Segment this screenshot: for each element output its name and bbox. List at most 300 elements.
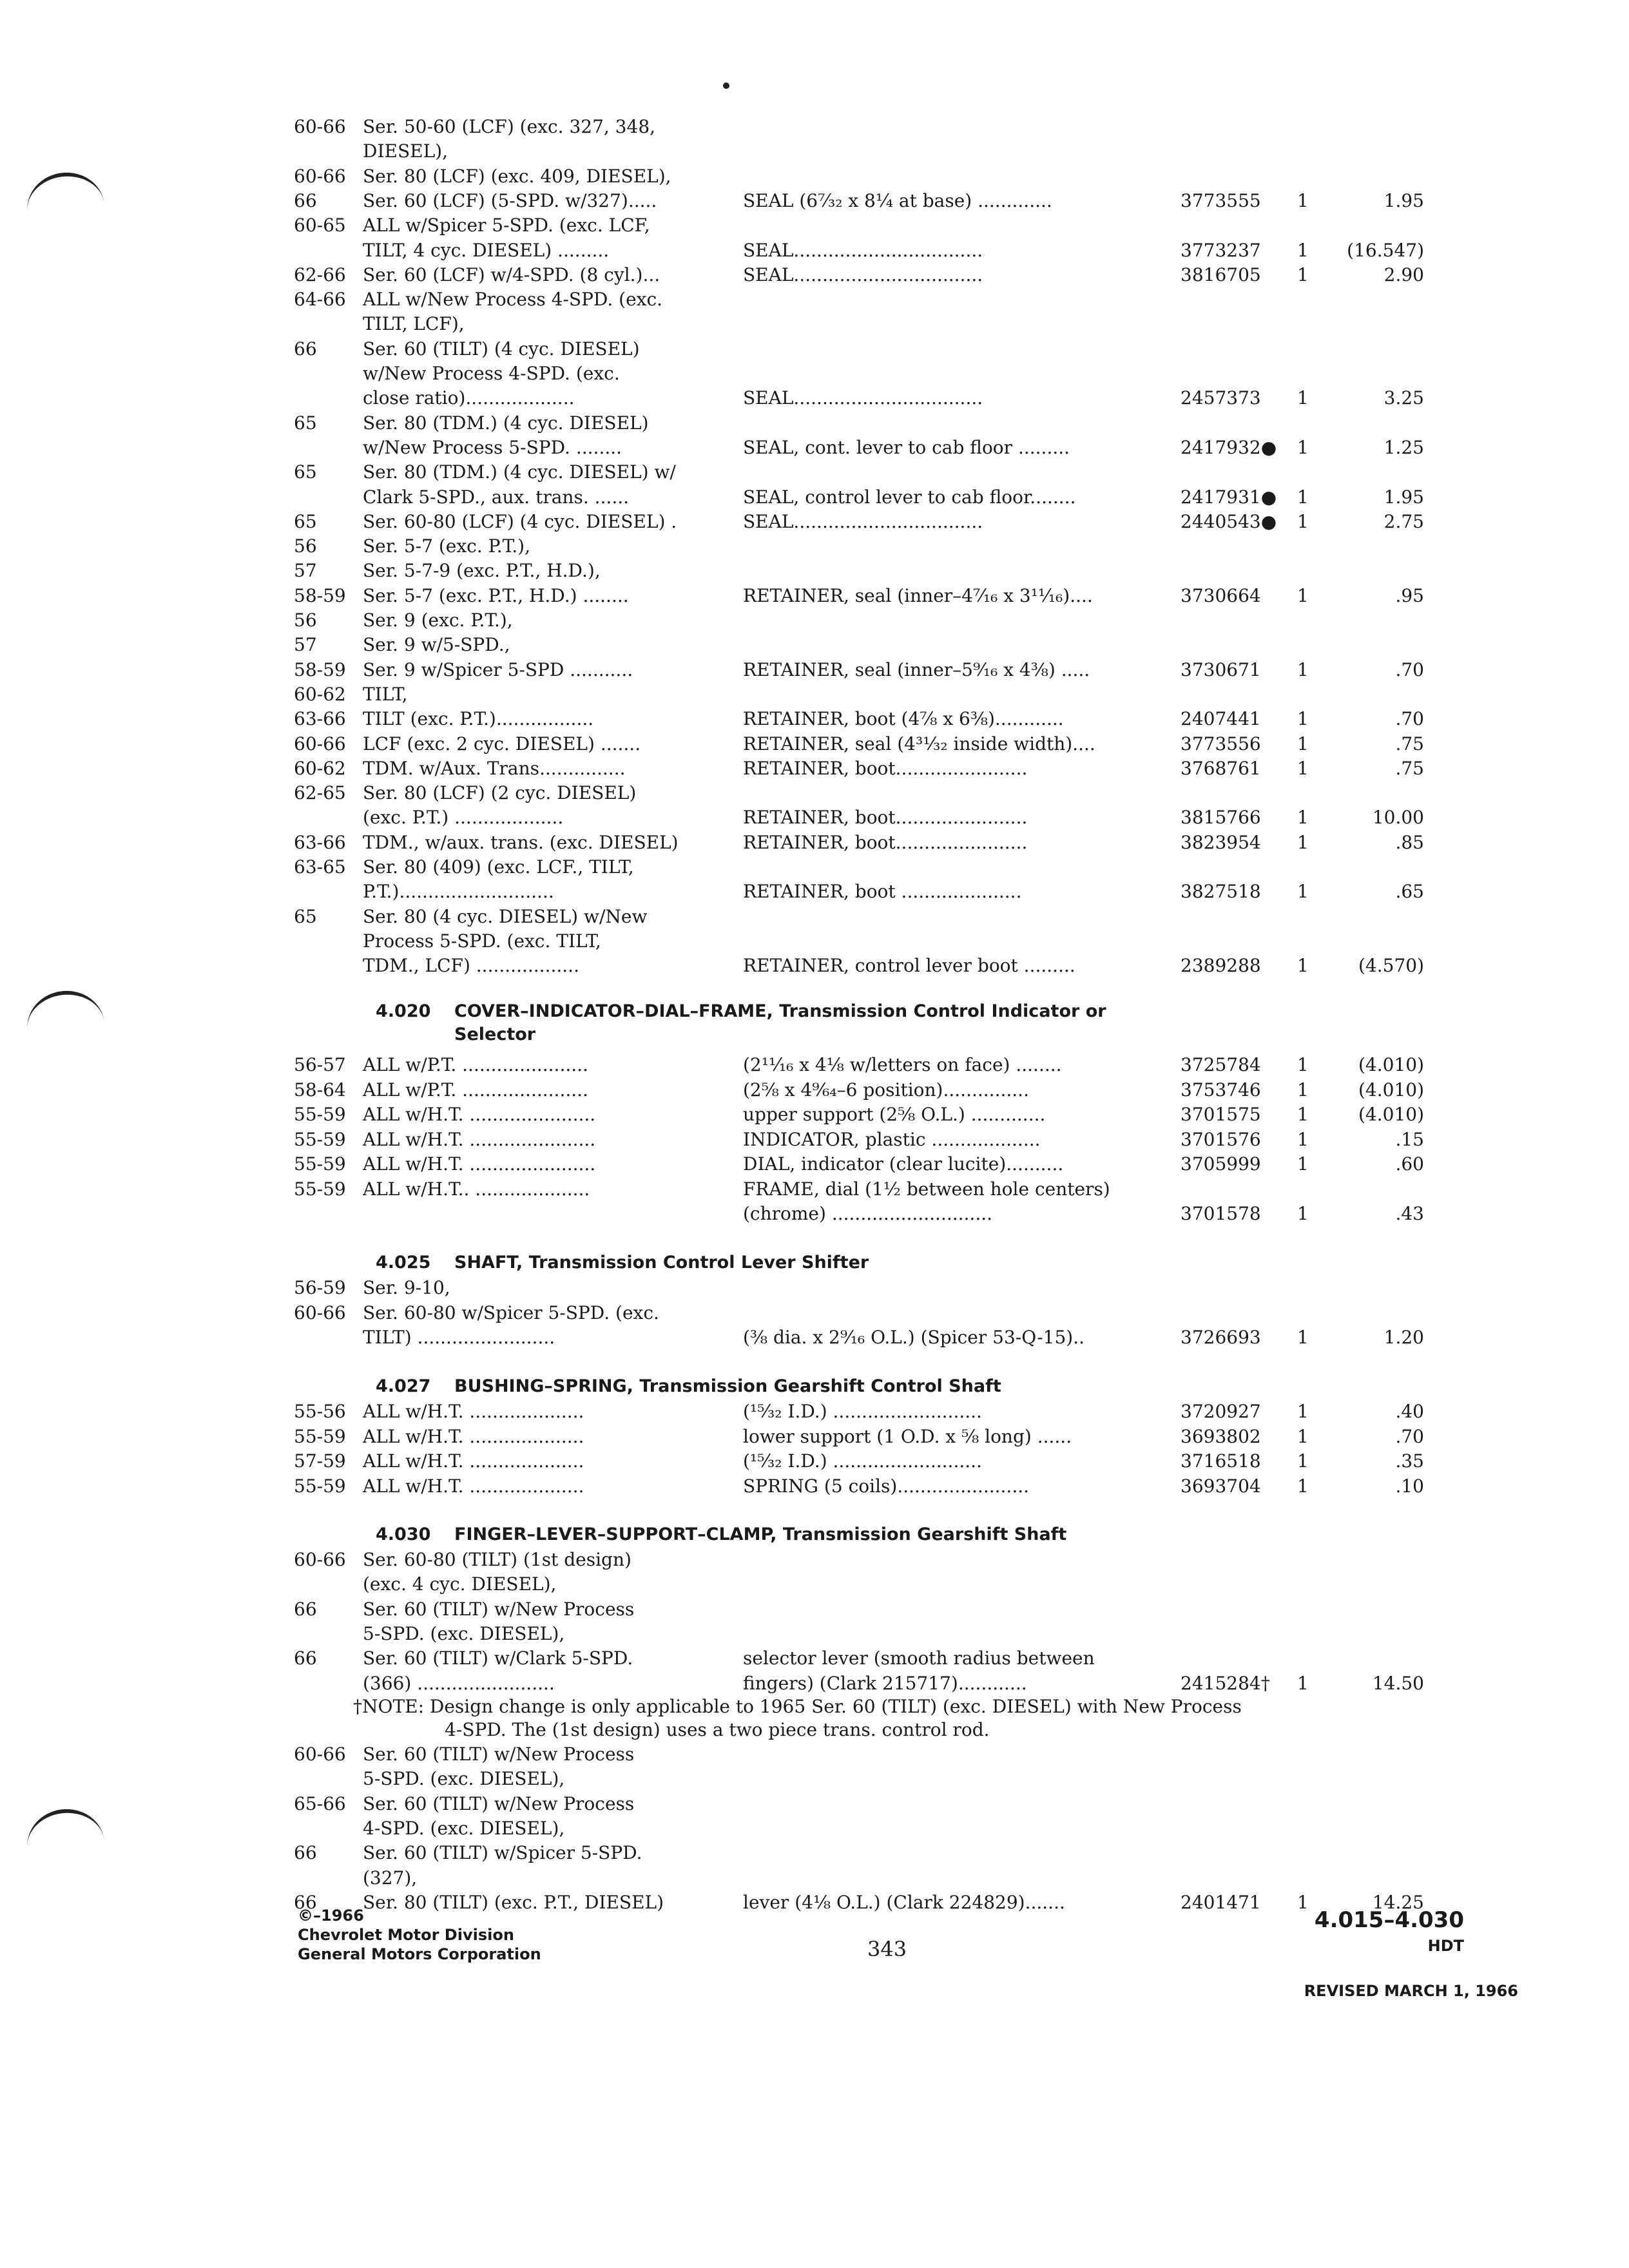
model-years: 56 xyxy=(294,610,317,631)
part-description: (2⅝ x 4⁹⁄₆₄–6 position)............... xyxy=(743,1079,1029,1100)
quantity: 1 xyxy=(1297,708,1309,730)
part-number: 3730664 xyxy=(1181,584,1261,606)
part-description: fingers) (Clark 215717)............ xyxy=(743,1672,1027,1694)
model-years: 60-66 xyxy=(294,733,346,754)
parts-row xyxy=(0,485,1629,510)
parts-row xyxy=(0,1474,1629,1499)
quantity: 1 xyxy=(1297,1672,1309,1694)
model-application: ALL w/H.T. .................... xyxy=(363,1401,584,1422)
price: 2.90 xyxy=(1383,264,1424,285)
note-text: 4-SPD. The (1st design) uses a two piece trans. control rod. xyxy=(445,1719,990,1740)
part-description: RETAINER, boot....................... xyxy=(743,757,1028,779)
model-application: ALL w/H.T. .................... xyxy=(363,1425,584,1447)
parts-row xyxy=(0,584,1629,608)
model-years: 66 xyxy=(294,338,317,360)
quantity: 1 xyxy=(1297,486,1309,508)
model-years: 65 xyxy=(294,461,317,483)
quantity: 1 xyxy=(1297,189,1309,211)
model-application: Process 5-SPD. (exc. TILT, xyxy=(363,930,601,952)
price: .70 xyxy=(1395,708,1424,730)
model-application: ALL w/H.T. ...................... xyxy=(363,1153,596,1175)
parts-row xyxy=(0,1325,1629,1350)
section-heading-4030 xyxy=(376,1523,1066,1546)
model-application: 4-SPD. (exc. DIESEL), xyxy=(363,1817,565,1839)
model-application: Ser. 9 w/5-SPD., xyxy=(363,634,510,656)
model-years: 64-66 xyxy=(294,289,346,311)
model-application: Ser. 50-60 (LCF) (exc. 327, 348, xyxy=(363,116,656,137)
note-line xyxy=(0,1695,1629,1719)
model-years: 66 xyxy=(294,189,317,211)
model-application: TILT (exc. P.T.)................. xyxy=(363,708,594,730)
model-application: Ser. 60-80 (LCF) (4 cyc. DIESEL) . xyxy=(363,510,677,532)
part-number: 3773555 xyxy=(1181,189,1261,211)
model-application: Ser. 60 (TILT) (4 cyc. DIESEL) xyxy=(363,338,640,360)
parts-row xyxy=(0,905,1629,929)
model-years: 63-65 xyxy=(294,856,346,878)
model-years: 55-59 xyxy=(294,1475,346,1497)
parts-row xyxy=(0,287,1629,312)
part-description: SEAL................................. xyxy=(743,239,983,261)
model-application: TILT, LCF), xyxy=(363,313,465,335)
model-application: LCF (exc. 2 cyc. DIESEL) ....... xyxy=(363,733,641,754)
part-number: 3815766 xyxy=(1181,807,1261,829)
model-application: (exc. P.T.) ................... xyxy=(363,807,564,829)
parts-row xyxy=(0,1177,1629,1202)
model-application: Ser. 9 (exc. P.T.), xyxy=(363,610,513,631)
price: 14.50 xyxy=(1372,1672,1424,1694)
parts-row xyxy=(0,1866,1629,1890)
section-range-code: 4.015–4.030 xyxy=(1314,1907,1464,1933)
quantity: 1 xyxy=(1297,1425,1309,1447)
section-heading-4027 xyxy=(376,1375,1001,1398)
price: .75 xyxy=(1395,757,1424,779)
model-application: (327), xyxy=(363,1867,418,1888)
price: 2.75 xyxy=(1383,510,1424,532)
parts-row xyxy=(0,756,1629,781)
price: .15 xyxy=(1395,1128,1424,1150)
part-number: 3701576 xyxy=(1181,1128,1261,1150)
quantity: 1 xyxy=(1297,1128,1309,1150)
parts-row xyxy=(0,1128,1629,1152)
parts-row xyxy=(0,1767,1629,1791)
quantity: 1 xyxy=(1297,1401,1309,1422)
part-number: 3716518 xyxy=(1181,1450,1261,1472)
parts-row xyxy=(0,1202,1629,1226)
revision-date: REVISED MARCH 1, 1966 xyxy=(1304,1982,1518,2000)
model-application: Ser. 60 (LCF) w/4-SPD. (8 cyl.)... xyxy=(363,264,660,285)
price: .70 xyxy=(1395,1425,1424,1447)
quantity: 1 xyxy=(1297,239,1309,261)
model-years: 56-59 xyxy=(294,1277,346,1298)
model-years: 60-66 xyxy=(294,1302,346,1323)
model-years: 66 xyxy=(294,1598,317,1620)
part-description: DIAL, indicator (clear lucite).......... xyxy=(743,1153,1064,1175)
part-number: 3693704 xyxy=(1181,1475,1261,1497)
price: 1.95 xyxy=(1383,486,1424,508)
parts-row xyxy=(0,1152,1629,1177)
model-application: w/New Process 5-SPD. ........ xyxy=(363,436,622,458)
part-number: 3720927 xyxy=(1181,1401,1261,1422)
model-application: P.T.)........................... xyxy=(363,881,554,903)
model-application: ALL w/P.T. ...................... xyxy=(363,1054,588,1075)
model-application: Ser. 9 w/Spicer 5-SPD ........... xyxy=(363,658,633,680)
model-years: 55-56 xyxy=(294,1401,346,1422)
quantity: 1 xyxy=(1297,807,1309,829)
part-description: RETAINER, boot (4⅞ x 6⅜)............ xyxy=(743,708,1064,730)
parts-row xyxy=(0,115,1629,139)
quantity: 1 xyxy=(1297,1450,1309,1472)
model-years: 66 xyxy=(294,1842,317,1864)
price: 10.00 xyxy=(1372,807,1424,829)
parts-row xyxy=(0,1548,1629,1572)
parts-row xyxy=(0,510,1629,534)
section-subtitle: Transmission Gearshift Shaft xyxy=(776,1524,1067,1544)
model-application: (exc. 4 cyc. DIESEL), xyxy=(363,1573,557,1595)
parts-row xyxy=(0,312,1629,336)
quantity: 1 xyxy=(1297,658,1309,680)
section-title: COVER–INDICATOR–DIAL–FRAME, xyxy=(454,1001,773,1021)
model-years: 65 xyxy=(294,905,317,927)
section-subtitle: Transmission Control Lever Shifter xyxy=(523,1253,869,1273)
parts-row xyxy=(0,263,1629,287)
part-number: 3701578 xyxy=(1181,1203,1261,1224)
part-number: 3816705 xyxy=(1181,264,1261,285)
model-years: 55-59 xyxy=(294,1178,346,1200)
model-years: 57 xyxy=(294,634,317,656)
price: .95 xyxy=(1395,584,1424,606)
model-application: TILT, 4 cyc. DIESEL) ......... xyxy=(363,239,610,261)
parts-row xyxy=(0,1841,1629,1865)
price: .65 xyxy=(1395,881,1424,903)
model-years: 63-66 xyxy=(294,708,346,730)
part-description: SEAL................................. xyxy=(743,510,983,532)
section-subtitle: Transmission Control Indicator or xyxy=(773,1001,1106,1021)
parts-row xyxy=(0,386,1629,410)
part-description: (¹⁵⁄₃₂ I.D.) .......................... xyxy=(743,1401,982,1422)
copyright: ©–1966 xyxy=(298,1907,364,1925)
model-application: Ser. 5-7 (exc. P.T.), xyxy=(363,535,530,557)
model-application: Ser. 80 (409) (exc. LCF., TILT, xyxy=(363,856,634,878)
model-application: Clark 5-SPD., aux. trans. ...... xyxy=(363,486,630,508)
section-heading-4020 xyxy=(376,1000,1106,1023)
parts-row xyxy=(0,361,1629,386)
model-application: TDM., LCF) .................. xyxy=(363,955,579,977)
model-years: 60-66 xyxy=(294,116,346,137)
model-application: Ser. 60 (TILT) w/New Process xyxy=(363,1792,635,1814)
part-description: selector lever (smooth radius between xyxy=(743,1648,1095,1669)
quantity: 1 xyxy=(1297,584,1309,606)
part-number: 2407441 xyxy=(1181,708,1261,730)
model-years: 57-59 xyxy=(294,1450,346,1472)
quantity: 1 xyxy=(1297,1891,1309,1913)
model-years: 65-66 xyxy=(294,1792,346,1814)
part-number: 3725784 xyxy=(1181,1054,1261,1075)
model-years: 58-59 xyxy=(294,658,346,680)
parts-row xyxy=(0,1276,1629,1300)
part-number: 2457373 xyxy=(1181,387,1261,409)
model-application: ALL w/H.T.. .................... xyxy=(363,1178,590,1200)
part-number: 3827518 xyxy=(1181,881,1261,903)
section-number: 4.025 xyxy=(376,1253,431,1273)
quantity: 1 xyxy=(1297,1104,1309,1125)
model-application: TDM., w/aux. trans. (exc. DIESEL) xyxy=(363,831,679,853)
part-description: (⅜ dia. x 2⁹⁄₁₆ O.L.) (Spicer 53-Q-15).. xyxy=(743,1327,1085,1348)
speck-dot xyxy=(723,82,729,89)
price: 1.20 xyxy=(1383,1327,1424,1348)
quantity: 1 xyxy=(1297,1475,1309,1497)
model-application: ALL w/H.T. ...................... xyxy=(363,1104,596,1125)
price: .43 xyxy=(1395,1203,1424,1224)
model-years: 58-64 xyxy=(294,1079,346,1100)
model-application: ALL w/H.T. .................... xyxy=(363,1450,584,1472)
part-number: 3730671 xyxy=(1181,658,1261,680)
part-description: lower support (1 O.D. x ⅝ long) ...... xyxy=(743,1425,1072,1447)
part-number: 2415284† xyxy=(1181,1672,1270,1694)
section-title: SHAFT, xyxy=(454,1253,523,1273)
binder-hole-mark xyxy=(24,987,105,1037)
price: (4.010) xyxy=(1358,1054,1424,1075)
model-application: Ser. 9-10, xyxy=(363,1277,450,1298)
parts-row xyxy=(0,658,1629,682)
model-application: ALL w/New Process 4-SPD. (exc. xyxy=(363,289,663,311)
model-application: close ratio)................... xyxy=(363,387,575,409)
section-title: BUSHING–SPRING, xyxy=(454,1376,633,1396)
price: 1.95 xyxy=(1383,189,1424,211)
part-number: 3823954 xyxy=(1181,831,1261,853)
model-application: Ser. 60 (TILT) w/New Process xyxy=(363,1744,635,1765)
part-description: SEAL................................. xyxy=(743,264,983,285)
parts-row xyxy=(0,1078,1629,1102)
model-application: ALL w/H.T. .................... xyxy=(363,1475,584,1497)
quantity: 1 xyxy=(1297,1327,1309,1348)
parts-row xyxy=(0,1792,1629,1816)
model-years: 63-66 xyxy=(294,831,346,853)
parts-row xyxy=(0,707,1629,731)
model-years: 55-59 xyxy=(294,1128,346,1150)
quantity: 1 xyxy=(1297,1079,1309,1100)
price: .75 xyxy=(1395,733,1424,754)
part-number: 3773237 xyxy=(1181,239,1261,261)
section-subtitle: Transmission Gearshift Control Shaft xyxy=(633,1376,1001,1396)
model-years: 65 xyxy=(294,510,317,532)
price: (4.010) xyxy=(1358,1104,1424,1125)
part-description: RETAINER, seal (4³¹⁄₃₂ inside width).... xyxy=(743,733,1095,754)
parts-row xyxy=(0,559,1629,583)
model-application: w/New Process 4-SPD. (exc. xyxy=(363,363,620,384)
model-application: Ser. 80 (TDM.) (4 cyc. DIESEL) w/ xyxy=(363,461,676,483)
quantity: 1 xyxy=(1297,436,1309,458)
price: .10 xyxy=(1395,1475,1424,1497)
model-years: 66 xyxy=(294,1648,317,1669)
part-description: RETAINER, seal (inner–4⁷⁄₁₆ x 3¹¹⁄₁₆).... xyxy=(743,584,1093,606)
quantity: 1 xyxy=(1297,1054,1309,1075)
model-years: 55-59 xyxy=(294,1153,346,1175)
parts-row xyxy=(0,1399,1629,1424)
part-description: SEAL, cont. lever to cab floor ......... xyxy=(743,436,1070,458)
quantity: 1 xyxy=(1297,831,1309,853)
parts-row xyxy=(0,436,1629,460)
part-description: SEAL (6⁷⁄₃₂ x 8¼ at base) ............. xyxy=(743,189,1052,211)
model-application: Ser. 60 (TILT) w/Spicer 5-SPD. xyxy=(363,1842,642,1864)
model-application: Ser. 80 (TDM.) (4 cyc. DIESEL) xyxy=(363,412,649,434)
parts-row xyxy=(0,139,1629,164)
parts-row xyxy=(0,831,1629,855)
part-description: RETAINER, boot ..................... xyxy=(743,881,1022,903)
model-years: 60-66 xyxy=(294,165,346,187)
section-number: 4.027 xyxy=(376,1376,431,1396)
part-description: upper support (2⅝ O.L.) ............. xyxy=(743,1104,1046,1125)
model-application: TDM. w/Aux. Trans............... xyxy=(363,757,626,779)
part-number: 3693802 xyxy=(1181,1425,1261,1447)
quantity: 1 xyxy=(1297,955,1309,977)
price: .40 xyxy=(1395,1401,1424,1422)
quantity: 1 xyxy=(1297,1153,1309,1175)
price: .70 xyxy=(1395,658,1424,680)
part-description: RETAINER, boot....................... xyxy=(743,807,1028,829)
section-title: FINGER–LEVER–SUPPORT–CLAMP, xyxy=(454,1524,777,1544)
model-application: Ser. 60 (TILT) w/New Process xyxy=(363,1598,635,1620)
part-description: RETAINER, control lever boot ......... xyxy=(743,955,1075,977)
part-number: 3773556 xyxy=(1181,733,1261,754)
parts-row xyxy=(0,954,1629,978)
section-number: 4.030 xyxy=(376,1524,431,1544)
price: 14.25 xyxy=(1372,1891,1424,1913)
model-years: 60-62 xyxy=(294,757,346,779)
model-years: 60-66 xyxy=(294,1744,346,1765)
part-number: 3753746 xyxy=(1181,1079,1261,1100)
model-years: 66 xyxy=(294,1891,317,1913)
model-application: DIESEL), xyxy=(363,140,448,162)
model-years: 62-66 xyxy=(294,264,346,285)
part-description: (chrome) ............................ xyxy=(743,1203,993,1224)
parts-row xyxy=(0,1597,1629,1622)
note-text: †NOTE: Design change is only applicable to 1965 Ser. 60 (TILT) (exc. DIESEL) with New Process xyxy=(353,1696,1242,1717)
model-years: 58-59 xyxy=(294,584,346,606)
quantity: 1 xyxy=(1297,387,1309,409)
quantity: 1 xyxy=(1297,881,1309,903)
model-years: 57 xyxy=(294,560,317,582)
model-application: ALL w/P.T. ...................... xyxy=(363,1079,588,1100)
model-application: 5-SPD. (exc. DIESEL), xyxy=(363,1622,565,1644)
part-description: SEAL................................. xyxy=(743,387,983,409)
model-application: Ser. 60-80 w/Spicer 5-SPD. (exc. xyxy=(363,1302,659,1323)
parts-row xyxy=(0,855,1629,879)
price: .60 xyxy=(1395,1153,1424,1175)
model-years: 60-62 xyxy=(294,683,346,705)
corporation-name: General Motors Corporation xyxy=(298,1945,541,1963)
note-line xyxy=(0,1718,1629,1742)
model-application: Ser. 60-80 (TILT) (1st design) xyxy=(363,1549,631,1570)
price: .85 xyxy=(1395,831,1424,853)
section-heading-4020-line2 xyxy=(454,1023,535,1046)
part-number: 3705999 xyxy=(1181,1153,1261,1175)
model-application: Ser. 60 (LCF) (5-SPD. w/327)..... xyxy=(363,189,657,211)
part-number: 2417932● xyxy=(1181,436,1277,458)
model-application: Ser. 80 (LCF) (exc. 409, DIESEL), xyxy=(363,165,671,187)
part-description: RETAINER, boot....................... xyxy=(743,831,1028,853)
parts-row xyxy=(0,189,1629,213)
price: (16.547) xyxy=(1347,239,1424,261)
model-years: 62-65 xyxy=(294,782,346,804)
model-application: Ser. 80 (TILT) (exc. P.T., DIESEL) xyxy=(363,1891,664,1913)
parts-row xyxy=(0,1742,1629,1767)
parts-row xyxy=(0,732,1629,756)
model-years: 65 xyxy=(294,412,317,434)
price: .35 xyxy=(1395,1450,1424,1472)
parts-row xyxy=(0,682,1629,707)
publisher-block xyxy=(298,1906,541,1964)
price: 3.25 xyxy=(1383,387,1424,409)
parts-row xyxy=(0,781,1629,805)
section-heading-4025 xyxy=(376,1251,869,1274)
part-description: (¹⁵⁄₃₂ I.D.) .......................... xyxy=(743,1450,982,1472)
part-description: RETAINER, seal (inner–5⁹⁄₁₆ x 4⅜) ..... xyxy=(743,658,1090,680)
catalog-code: HDT xyxy=(1427,1937,1464,1955)
quantity: 1 xyxy=(1297,1203,1309,1224)
parts-row xyxy=(0,460,1629,485)
price: (4.570) xyxy=(1358,955,1424,977)
model-application: 5-SPD. (exc. DIESEL), xyxy=(363,1768,565,1790)
model-application: TILT) ........................ xyxy=(363,1327,555,1348)
part-number: 3701575 xyxy=(1181,1104,1261,1125)
parts-row xyxy=(0,1671,1629,1696)
part-description: FRAME, dial (1½ between hole centers) xyxy=(743,1178,1110,1200)
model-application: Ser. 60 (TILT) w/Clark 5-SPD. xyxy=(363,1648,633,1669)
parts-row xyxy=(0,164,1629,189)
model-application: (366) ........................ xyxy=(363,1672,555,1694)
model-years: 56-57 xyxy=(294,1054,346,1075)
price: (4.010) xyxy=(1358,1079,1424,1100)
section-subtitle-cont: Selector xyxy=(454,1024,536,1044)
parts-row xyxy=(0,1425,1629,1449)
parts-row xyxy=(0,213,1629,238)
model-years: 55-59 xyxy=(294,1425,346,1447)
model-application: ALL w/Spicer 5-SPD. (exc. LCF, xyxy=(363,215,650,236)
price: 1.25 xyxy=(1383,436,1424,458)
parts-row xyxy=(0,238,1629,263)
page-number: 343 xyxy=(867,1937,907,1961)
parts-row xyxy=(0,337,1629,361)
model-years: 60-65 xyxy=(294,215,346,236)
parts-row xyxy=(0,805,1629,830)
model-application: Ser. 5-7 (exc. P.T., H.D.) ........ xyxy=(363,584,629,606)
parts-row xyxy=(0,1102,1629,1127)
model-application: ALL w/H.T. ...................... xyxy=(363,1128,596,1150)
quantity: 1 xyxy=(1297,757,1309,779)
model-years: 55-59 xyxy=(294,1104,346,1125)
part-number: 2440543● xyxy=(1181,510,1277,532)
quantity: 1 xyxy=(1297,733,1309,754)
part-description: SPRING (5 coils)....................... xyxy=(743,1475,1030,1497)
parts-row xyxy=(0,1622,1629,1646)
model-years: 60-66 xyxy=(294,1549,346,1570)
part-number: 3768761 xyxy=(1181,757,1261,779)
parts-row xyxy=(0,411,1629,436)
part-number: 2389288 xyxy=(1181,955,1261,977)
part-number: 2417931● xyxy=(1181,486,1277,508)
parts-row xyxy=(0,608,1629,633)
quantity: 1 xyxy=(1297,510,1309,532)
model-application: Ser. 80 (4 cyc. DIESEL) w/New xyxy=(363,905,648,927)
part-number: 3726693 xyxy=(1181,1327,1261,1348)
part-description: INDICATOR, plastic ................... xyxy=(743,1128,1041,1150)
parts-row xyxy=(0,1816,1629,1841)
division-name: Chevrolet Motor Division xyxy=(298,1926,514,1944)
parts-row xyxy=(0,1449,1629,1474)
model-application: Ser. 80 (LCF) (2 cyc. DIESEL) xyxy=(363,782,637,804)
parts-row xyxy=(0,929,1629,954)
parts-row xyxy=(0,879,1629,904)
